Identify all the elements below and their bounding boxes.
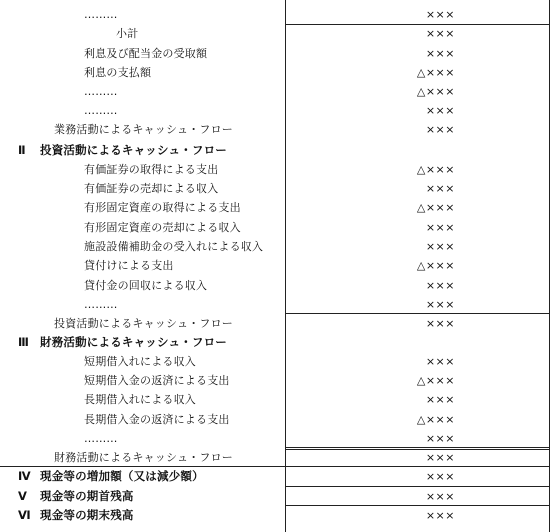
statement-row [0, 256, 550, 275]
amount-value: ××× [425, 27, 455, 40]
amount-value: ××× [425, 298, 455, 311]
rule-line [285, 447, 550, 450]
statement-row [0, 506, 550, 525]
amount-value: △××× [416, 66, 455, 79]
amount-value: ××× [425, 240, 455, 253]
amount-value: △××× [416, 259, 455, 272]
statement-row [0, 295, 550, 314]
statement-row [0, 352, 550, 371]
line-item-label: 利息の支払額 [84, 66, 152, 79]
line-item-label: ……… [84, 85, 118, 98]
statement-row [0, 63, 550, 82]
rule-line [285, 313, 550, 314]
statement-row [0, 410, 550, 429]
line-item-label: 短期借入金の返済による支出 [84, 374, 230, 387]
amount-value: ××× [425, 509, 455, 522]
statement-row [0, 101, 550, 120]
statement-row [0, 120, 550, 139]
statement-row [0, 160, 550, 179]
amount-value: ××× [425, 123, 455, 136]
line-item-label: 有形固定資産の取得による支出 [84, 201, 241, 214]
total-label: 業務活動によるキャッシュ・フロー [54, 123, 233, 136]
line-item-label: 長期借入れによる収入 [84, 393, 196, 406]
section-numeral: Ⅴ [18, 489, 28, 503]
amount-value: △××× [416, 374, 455, 387]
statement-row [0, 44, 550, 63]
statement-row [0, 371, 550, 390]
line-item-label: 有価証券の取得による支出 [84, 163, 219, 176]
line-item-label: ……… [84, 104, 118, 117]
section-numeral: Ⅱ [18, 143, 26, 157]
amount-value: ××× [425, 490, 455, 503]
amount-value: ××× [425, 470, 455, 483]
amount-value: ××× [425, 279, 455, 292]
line-item-label: 小計 [116, 27, 139, 40]
rule-line [285, 505, 550, 506]
line-item-label: 短期借入れによる収入 [84, 355, 196, 368]
section-heading: 投資活動によるキャッシュ・フロー [40, 143, 227, 157]
amount-value: △××× [416, 413, 455, 426]
statement-row [0, 141, 550, 160]
statement-row [0, 314, 550, 333]
amount-value: ××× [425, 104, 455, 117]
rule-line [285, 24, 550, 25]
section-heading: 財務活動によるキャッシュ・フロー [40, 335, 227, 349]
statement-row [0, 218, 550, 237]
line-item-label: 有価証券の売却による収入 [84, 182, 219, 195]
total-label: 現金等の期首残高 [40, 489, 134, 503]
amount-value: ××× [425, 451, 455, 464]
line-item-label: 利息及び配当金の受取額 [84, 47, 208, 60]
line-item-label: 貸付けによる支出 [84, 259, 174, 272]
total-label: 投資活動によるキャッシュ・フロー [54, 317, 233, 330]
statement-row [0, 467, 550, 486]
statement-row [0, 448, 550, 467]
amount-value: ××× [425, 182, 455, 195]
total-label: 財務活動によるキャッシュ・フロー [54, 451, 233, 464]
amount-value: △××× [416, 85, 455, 98]
statement-row [0, 487, 550, 506]
amount-value: ××× [425, 317, 455, 330]
amount-value: ××× [425, 393, 455, 406]
amount-value: △××× [416, 163, 455, 176]
rule-line [0, 466, 285, 467]
statement-row [0, 390, 550, 409]
amount-value: ××× [425, 432, 455, 445]
statement-row [0, 24, 550, 43]
rule-line [285, 466, 550, 467]
total-label: 現金等の期末残高 [40, 508, 134, 522]
statement-row [0, 82, 550, 101]
line-item-label: 長期借入金の返済による支出 [84, 413, 230, 426]
statement-row [0, 276, 550, 295]
amount-value: ××× [425, 221, 455, 234]
line-item-label: ……… [84, 298, 118, 311]
section-numeral: Ⅵ [18, 508, 31, 522]
line-item-label: ……… [84, 8, 118, 21]
total-label: 現金等の増加額（又は減少額） [40, 469, 204, 483]
section-numeral: Ⅲ [18, 335, 30, 349]
amount-value: ××× [425, 355, 455, 368]
amount-value: △××× [416, 201, 455, 214]
amount-value: ××× [425, 8, 455, 21]
statement-row [0, 179, 550, 198]
statement-row [0, 237, 550, 256]
line-item-label: 有形固定資産の売却による収入 [84, 221, 241, 234]
statement-row [0, 429, 550, 448]
line-item-label: 施設設備補助金の受入れによる収入 [84, 240, 264, 253]
statement-row [0, 198, 550, 217]
section-numeral: Ⅳ [18, 469, 31, 483]
line-item-label: ……… [84, 432, 118, 445]
line-item-label: 貸付金の回収による収入 [84, 279, 208, 292]
statement-row [0, 5, 550, 24]
rule-line [285, 486, 550, 487]
statement-row [0, 333, 550, 352]
amount-value: ××× [425, 47, 455, 60]
